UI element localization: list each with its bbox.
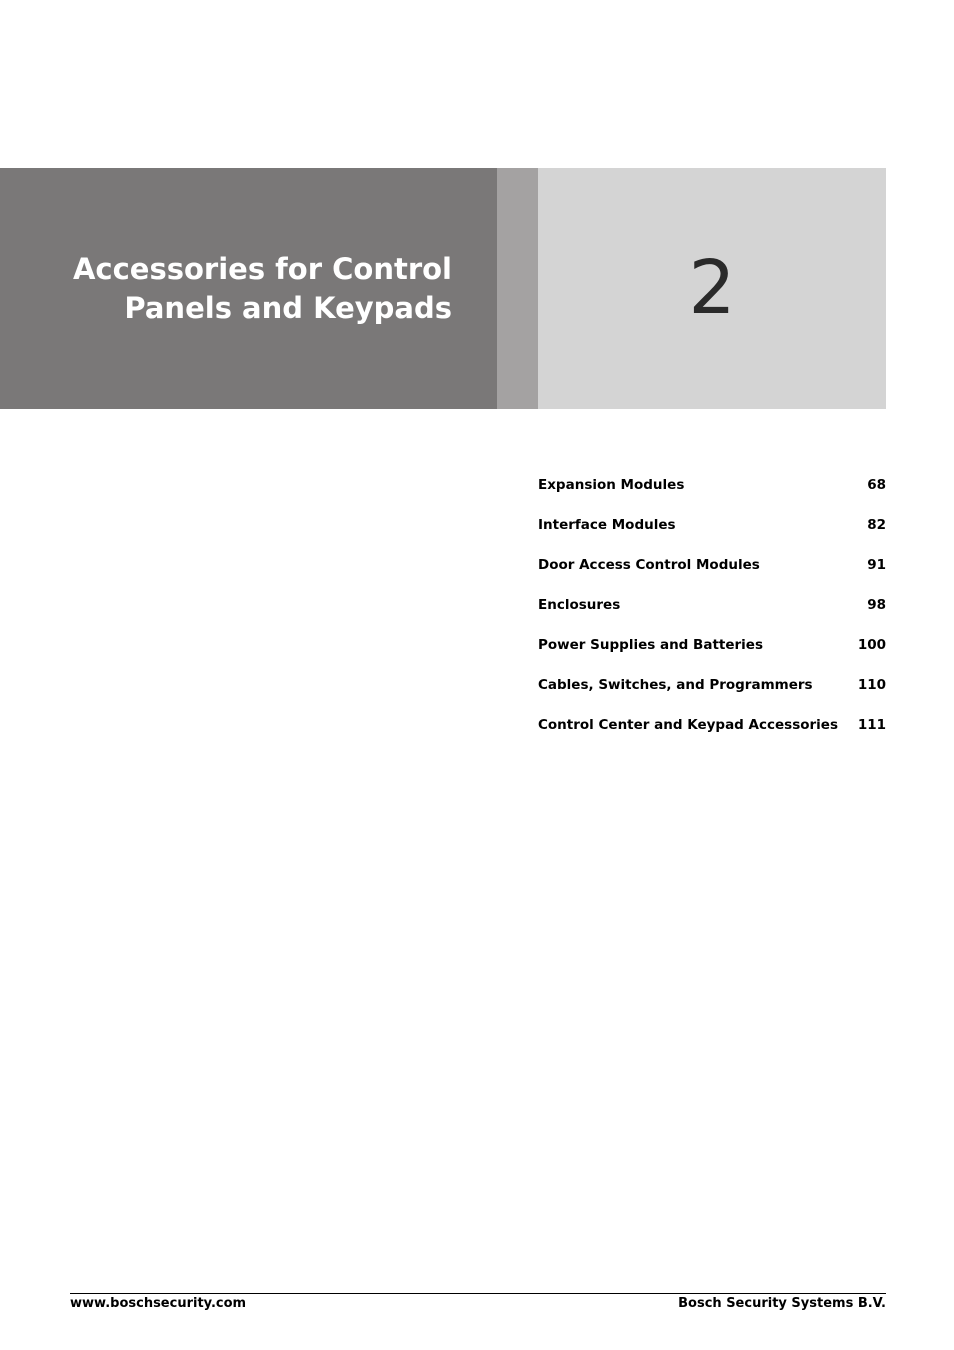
footer-company: Bosch Security Systems B.V.: [678, 1296, 886, 1311]
toc-item-label: Expansion Modules: [538, 477, 685, 493]
toc-item-page: 68: [867, 477, 886, 493]
chapter-banner-divider: [497, 168, 538, 409]
chapter-number: 2: [688, 245, 736, 331]
table-of-contents: [538, 474, 886, 754]
chapter-title-line-2: Panels and Keypads: [124, 291, 452, 325]
toc-item-cables-switches-programmers[interactable]: [538, 674, 886, 696]
toc-item-control-center-keypad-accessories[interactable]: [538, 714, 886, 736]
footer-website: www.boschsecurity.com: [70, 1296, 247, 1311]
toc-item-page: 91: [867, 557, 886, 573]
toc-item-page: 82: [867, 517, 886, 533]
footer-divider: [70, 1293, 886, 1294]
toc-item-label: Control Center and Keypad Accessories: [538, 717, 838, 733]
toc-item-enclosures[interactable]: [538, 594, 886, 616]
toc-item-label: Enclosures: [538, 597, 621, 613]
toc-item-power-supplies-and-batteries[interactable]: [538, 634, 886, 656]
toc-item-page: 98: [867, 597, 886, 613]
toc-item-label: Power Supplies and Batteries: [538, 637, 763, 653]
chapter-title-line-1: Accessories for Control: [72, 252, 452, 286]
toc-item-expansion-modules[interactable]: [538, 474, 886, 496]
chapter-title: [12, 250, 452, 328]
toc-item-page: 111: [857, 717, 886, 733]
toc-item-label: Cables, Switches, and Programmers: [538, 677, 813, 693]
toc-item-page: 110: [857, 677, 886, 693]
toc-item-page: 100: [857, 637, 886, 653]
chapter-banner-number-panel: [538, 168, 886, 409]
toc-item-interface-modules[interactable]: [538, 514, 886, 536]
toc-item-door-access-control-modules[interactable]: [538, 554, 886, 576]
chapter-banner-title-panel: [0, 168, 497, 409]
toc-item-label: Interface Modules: [538, 517, 676, 533]
toc-item-label: Door Access Control Modules: [538, 557, 760, 573]
